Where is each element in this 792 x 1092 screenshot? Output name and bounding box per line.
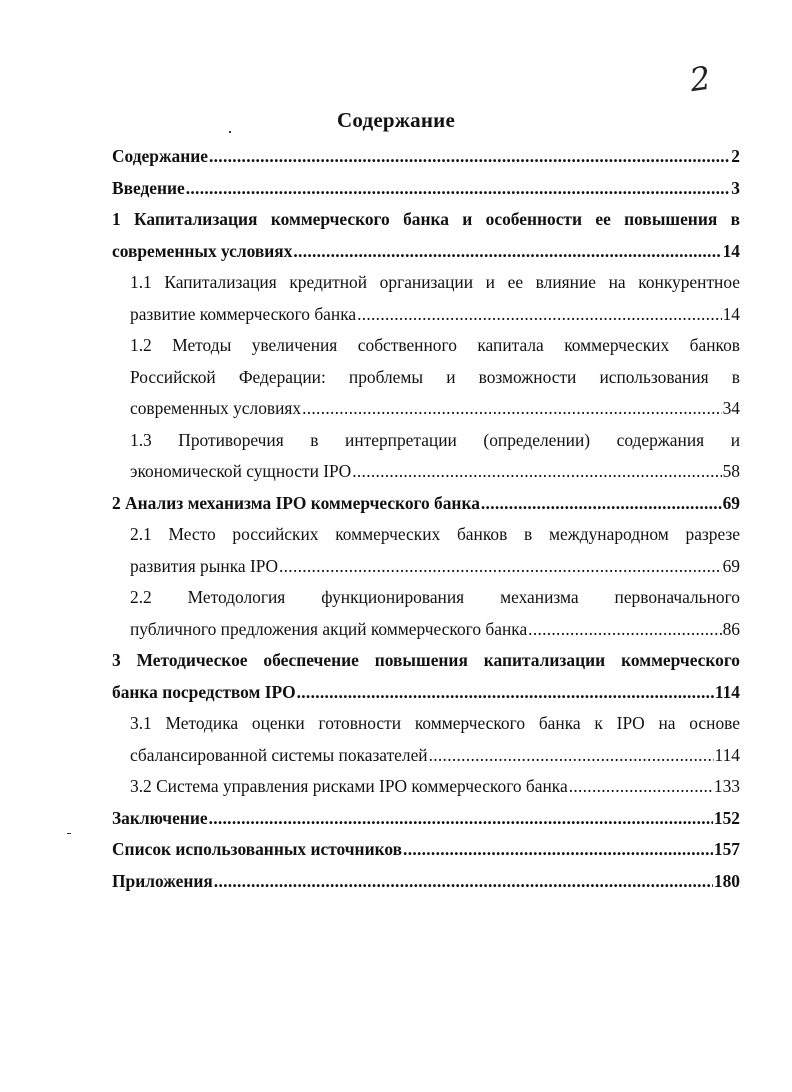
toc-entry-title: Заключение [112,807,208,828]
toc-page-number: 3 [731,177,740,198]
toc-entry-conclusion[interactable] [112,803,740,835]
toc-page-number: 14 [722,240,740,261]
toc-entry-line: 3.1 Методика оценки готовности коммерческого банка к IPO на основе [130,713,740,733]
toc-entry-chapter-3[interactable] [112,645,740,708]
toc-entry-title: банка посредством IPO [112,681,296,702]
toc-entry-section-1-1[interactable] [112,267,740,330]
toc-entry-line: 3 Методическое обеспечение повышения капитализации коммерческого [112,650,740,670]
toc-entry-contents[interactable] [112,141,740,173]
dot-leader [357,299,722,331]
dot-leader [569,771,713,803]
toc-entry-section-3-2[interactable] [112,771,740,803]
toc-entry-title: Приложения [112,870,213,891]
toc-entry-chapter-2[interactable] [112,488,740,520]
dot-leader [214,866,713,898]
toc-page-number: 69 [722,555,740,576]
toc-page-number: 86 [722,618,740,639]
toc-entry-title: 2 Анализ механизма IPO коммерческого банка [112,492,480,513]
toc-entry-title: развития рынка IPO [130,555,279,576]
toc-page-number: 157 [713,839,740,859]
dot-leader [429,740,714,772]
toc-entry-title: современных условиях [130,398,302,418]
toc-entry-section-2-2[interactable] [112,582,740,645]
dot-leader [186,173,731,205]
toc-entry-line: 2.2 Методология функционирования механизма первоначального [130,587,740,607]
toc-entry-introduction[interactable] [112,173,740,205]
dot-leader [528,614,721,646]
toc-entry-line: 1.1 Капитализация кредитной организации и ее влияние на конкурентное [130,272,740,292]
dot-leader [297,677,714,709]
toc-entry-title: Введение [112,177,185,198]
toc-entry-line: 1.3 Противоречия в интерпретации (определении) содержания и [130,429,740,450]
toc-page-number: 152 [713,807,740,828]
toc-entry-line: 1.2 Методы увеличения собственного капитала коммерческих банков [130,335,740,355]
toc-page-number: 180 [713,870,740,891]
toc-page-number: 58 [722,461,740,481]
dot-leader [209,803,713,835]
dot-leader [481,488,722,520]
toc-entry-section-3-1[interactable] [112,708,740,771]
toc-page-number: 34 [722,398,740,418]
table-of-contents [112,141,740,897]
toc-entry-title: сбалансированной системы показателей [130,744,428,765]
toc-entry-section-2-1[interactable] [112,519,740,582]
dot-leader [209,141,730,173]
toc-entry-title: Список использованных источников [112,839,403,859]
dot-leader [403,834,713,866]
dot-leader [293,236,721,268]
toc-entry-appendices[interactable] [112,866,740,898]
toc-entry-title: 3.2 Система управления рисками IPO коммерческого банка [130,776,568,796]
dot-leader [352,456,721,488]
toc-entry-line: Российской Федерации: проблемы и возможности использования в [130,366,740,387]
toc-entry-title: экономической сущности IPO [130,461,352,481]
page-title: Содержание [337,108,455,132]
handwritten-page-number: 2 [687,58,713,100]
toc-entry-line: 2.1 Место российских коммерческих банков в международном разрезе [130,524,740,544]
toc-entry-title: развитие коммерческого банка [130,303,357,324]
dot-leader [302,393,722,425]
toc-entry-title: Содержание [112,146,209,166]
scan-speck [67,833,71,834]
toc-page-number: 114 [714,744,740,765]
toc-entry-line: 1 Капитализация коммерческого банка и особенности ее повышения в [112,209,740,229]
toc-entry-title: публичного предложения акций коммерческого банка [130,618,528,639]
toc-entry-references[interactable] [112,834,740,866]
dot-leader [279,551,722,583]
toc-page-number: 2 [731,146,740,166]
toc-page-number: 114 [714,681,740,702]
toc-entry-chapter-1[interactable] [112,204,740,267]
toc-entry-title: современных условиях [112,240,293,261]
toc-page-number: 133 [713,776,740,796]
toc-page-number: 69 [722,492,740,513]
toc-entry-section-1-3[interactable] [112,425,740,488]
toc-page-number: 14 [722,303,740,324]
toc-entry-section-1-2[interactable] [112,330,740,425]
